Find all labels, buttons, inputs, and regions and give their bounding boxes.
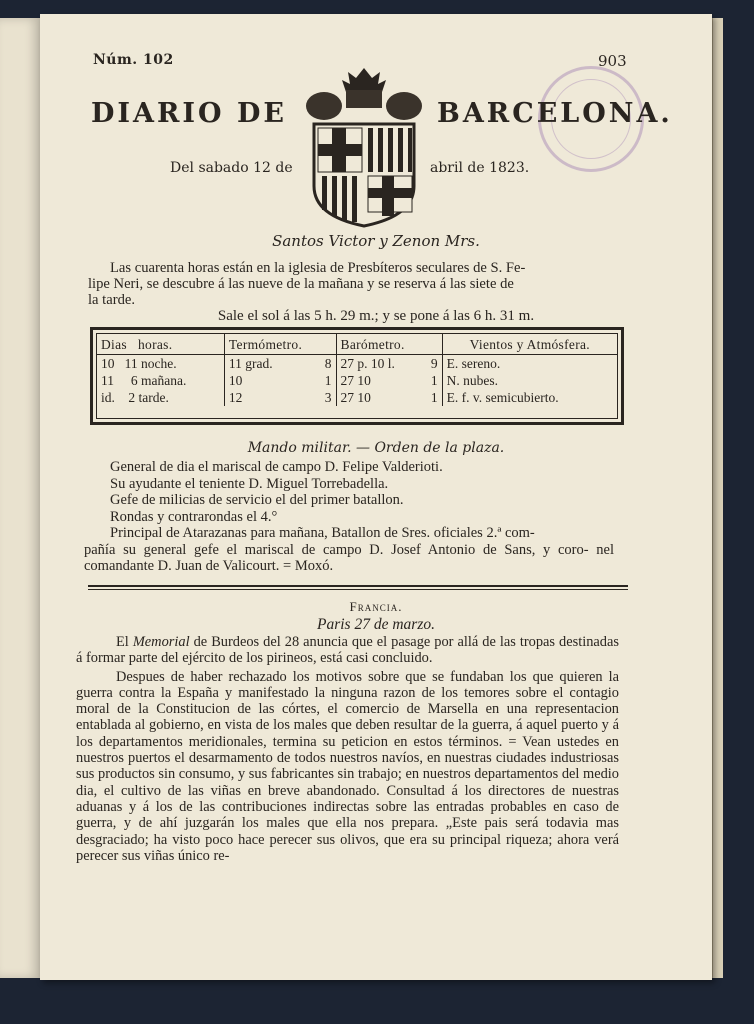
order-line: Principal de Atarazanas para mañana, Batallon de Sres. oficiales 2.ª com- bbox=[110, 525, 535, 541]
sunrise-sunset-line: Sale el sol á las 5 h. 29 m.; y se pone á las 6 h. 31 m. bbox=[217, 308, 535, 324]
masthead-title-left: DIARIO DE bbox=[91, 98, 287, 129]
saints-of-the-day: Santos Victor y Zenon Mrs. bbox=[272, 232, 480, 250]
col-header-days: Dias horas. bbox=[97, 334, 224, 355]
wind-cell: E. sereno. bbox=[446, 356, 501, 371]
order-line: General de dia el mariscal de campo D. Felipe Valderioti. bbox=[110, 459, 443, 475]
day-hour-cell: 10 11 noche. bbox=[97, 355, 224, 373]
baro-fraction-cell: 1 bbox=[421, 389, 442, 406]
notice-line: la tarde. bbox=[88, 292, 135, 308]
order-continuation: pañía su general gefe el mariscal de campo D. Josef Antonio de Sans, y coro- nel comandante D. Juan de Valicourt. = Moxó. bbox=[84, 541, 614, 574]
col-header-winds: Vientos y Atmósfera. bbox=[442, 334, 617, 355]
article-paragraph: El Memorial de Burdeos del 28 anuncia que el pasage por allá de las tropas destinadas á formar parte del ejército de los pirineos, está casi concluido. bbox=[76, 634, 619, 667]
thermo-cell: 12 bbox=[228, 390, 243, 405]
section-divider bbox=[88, 585, 628, 587]
date-right: abril de 1823. bbox=[430, 160, 530, 176]
military-command-heading: Mando militar. — Orden de la plaza. bbox=[247, 440, 505, 456]
order-line: Rondas y contrarondas el 4.° bbox=[110, 508, 278, 525]
article-paragraph: Despues de haber rechazado los motivos sobre que se fundaban los que quieren la guerra contra la España y manifestado la ninguna razon de los temores sobre el contagio moral de la Constitucion de las córtes, el comercio de Marsella en una representacion entablada al gobierno, en vista de los males que deben resultar de la guerra, á aquel puerto y á los departamentos meridionales, termina su peticion en estos términos. = Vean ustedes en nuestros puertos el desarmamento de todos nuestros navíos, en nuestras ciudades industriosas sus productos sin consumo, y sus fabricantes sin trabajo; en nuestros departamentos del medio dia, el cultivo de las viñas en breve abandonado. Consultad á los directores de nuestras aduanas y á los de las contribuciones indirectas sobre las entradas probables en caso de guerra, y de ahí juzgarán los males que ella nos prepara. „Este pais será todavia mas desgraciado; ha visto poco hace perecer sus olivos, que era su principal riqueza; ahora verá perecer sus viñas único re- bbox=[76, 668, 619, 864]
date-left: Del sabado 12 de bbox=[170, 160, 293, 176]
page-edge bbox=[712, 18, 723, 978]
baro-cell: 27 10 bbox=[340, 390, 371, 405]
weather-table bbox=[90, 327, 624, 425]
col-header-barometer: Barómetro. bbox=[336, 334, 442, 355]
section-heading: Francia. bbox=[349, 599, 403, 614]
section-divider-thin bbox=[88, 589, 628, 590]
issue-number: Núm. 102 bbox=[93, 52, 174, 68]
day-hour-cell: id. 2 tarde. bbox=[97, 389, 224, 406]
article-body bbox=[76, 634, 619, 864]
wind-cell: E. f. v. semicubierto. bbox=[446, 390, 559, 405]
wind-cell: N. nubes. bbox=[446, 373, 498, 388]
notice-line: lipe Neri, se descubre á las nueve de la mañana y se reserva á las siete de bbox=[88, 276, 514, 292]
order-line: Gefe de milicias de servicio el del primer batallon. bbox=[110, 492, 404, 508]
baro-cell: 27 p. 10 l. bbox=[340, 356, 395, 371]
table-row bbox=[97, 372, 617, 389]
col-header-thermometer: Termómetro. bbox=[224, 334, 336, 355]
orders-of-the-day bbox=[84, 459, 630, 575]
thermo-cell: 10 bbox=[228, 373, 243, 388]
order-line: Su ayudante el teniente D. Miguel Torrebadella. bbox=[110, 475, 389, 492]
table-row bbox=[97, 355, 617, 373]
forty-hours-notice bbox=[88, 260, 628, 308]
day-hour-cell: 11 6 mañana. bbox=[97, 372, 224, 389]
thermo-fraction-cell: 8 bbox=[311, 355, 336, 373]
thermo-fraction-cell: 3 bbox=[311, 389, 336, 406]
coat-of-arms-crest bbox=[302, 66, 426, 230]
article-dateline: Paris 27 de marzo. bbox=[317, 616, 435, 633]
newspaper-page bbox=[40, 14, 712, 980]
notice-line: Las cuarenta horas están en la iglesia de Presbíteros seculares de S. Fe- bbox=[110, 260, 526, 276]
baro-fraction-cell: 1 bbox=[421, 372, 442, 389]
thermo-fraction-cell: 1 bbox=[311, 372, 336, 389]
table-row bbox=[97, 389, 617, 406]
weather-header-row bbox=[97, 334, 617, 355]
baro-cell: 27 10 bbox=[340, 373, 371, 388]
thermo-cell: 11 grad. bbox=[228, 356, 273, 371]
facing-page-edge bbox=[0, 18, 41, 978]
masthead-title-right: BARCELONA. bbox=[437, 98, 673, 129]
page-number: 903 bbox=[598, 52, 627, 70]
baro-fraction-cell: 9 bbox=[421, 355, 442, 373]
